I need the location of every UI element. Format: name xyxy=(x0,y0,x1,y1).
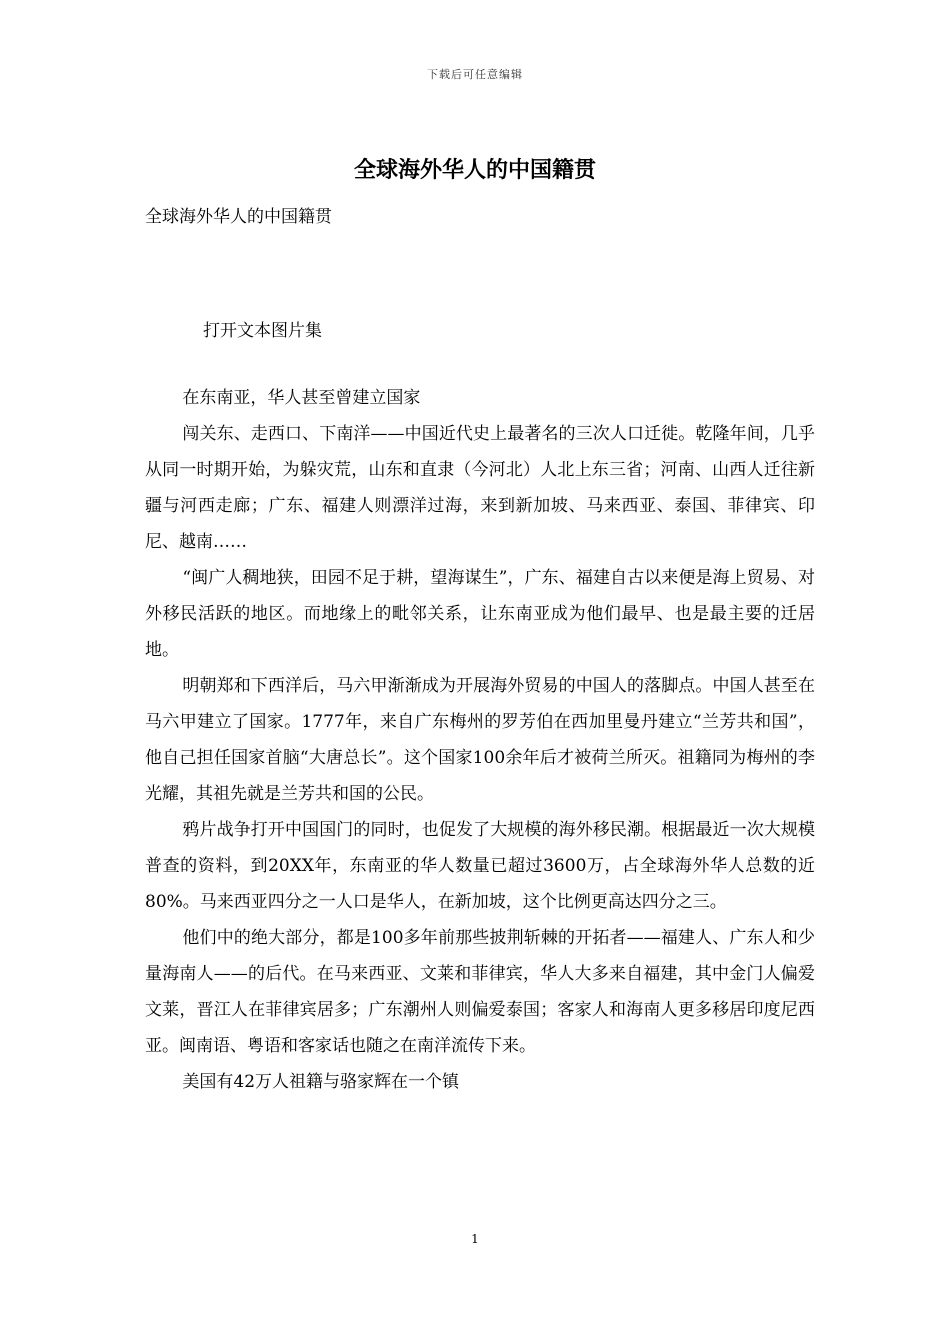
paragraph: 鸦片战争打开中国国门的同时，也促发了大规模的海外移民潮。根据最近一次大规模普查的资料，到20XX年，东南亚的华人数量已超过3600万，占全球海外华人总数的近80%。马来西亚四分之一人口是华人，在新加坡，这个比例更高达四分之三。 xyxy=(145,820,815,912)
paragraph: 闯关东、走西口、下南洋——中国近代史上最著名的三次人口迁徙。乾隆年间，几乎从同一时期开始，为躲灾荒，山东和直隶（今河北）人北上东三省；河南、山西人迁往新疆与河西走廊；广东、福建人则漂洋过海，来到新加坡、马来西亚、泰国、菲律宾、印尼、越南…… xyxy=(145,424,815,552)
page-header-note: 下载后可任意编辑 xyxy=(427,68,523,81)
paragraph: “闽广人稠地狭，田园不足于耕，望海谋生”，广东、福建自古以来便是海上贸易、对外移民活跃的地区。而地缘上的毗邻关系，让东南亚成为他们最早、也是最主要的迁居地。 xyxy=(145,568,815,660)
paragraph: 明朝郑和下西洋后，马六甲渐渐成为开展海外贸易的中国人的落脚点。中国人甚至在马六甲建立了国家。1777年，来自广东梅州的罗芳伯在西加里曼丹建立“兰芳共和国”，他自己担任国家首脑“大唐总长”。这个国家100余年后才被荷兰所灭。祖籍同为梅州的李光耀，其祖先就是兰芳共和国的公民。 xyxy=(145,676,815,804)
open-image-gallery-link: 打开文本图片集 xyxy=(203,321,322,341)
document-subtitle: 全球海外华人的中国籍贯 xyxy=(145,207,332,227)
paragraph: 美国有42万人祖籍与骆家辉在一个镇 xyxy=(182,1072,460,1092)
paragraph: 他们中的绝大部分，都是100多年前那些披荆斩棘的开拓者——福建人、广东人和少量海南人——的后代。在马来西亚、文莱和菲律宾，华人大多来自福建，其中金门人偏爱文莱，晋江人在菲律宾居多；广东潮州人则偏爱泰国；客家人和海南人更多移居印度尼西亚。闽南语、粤语和客家话也随之在南洋流传下来。 xyxy=(145,928,815,1056)
article-body xyxy=(145,380,815,1100)
page-number: 1 xyxy=(471,1232,479,1246)
paragraph: 在东南亚，华人甚至曾建立国家 xyxy=(182,388,421,408)
document-title: 全球海外华人的中国籍贯 xyxy=(353,158,596,183)
